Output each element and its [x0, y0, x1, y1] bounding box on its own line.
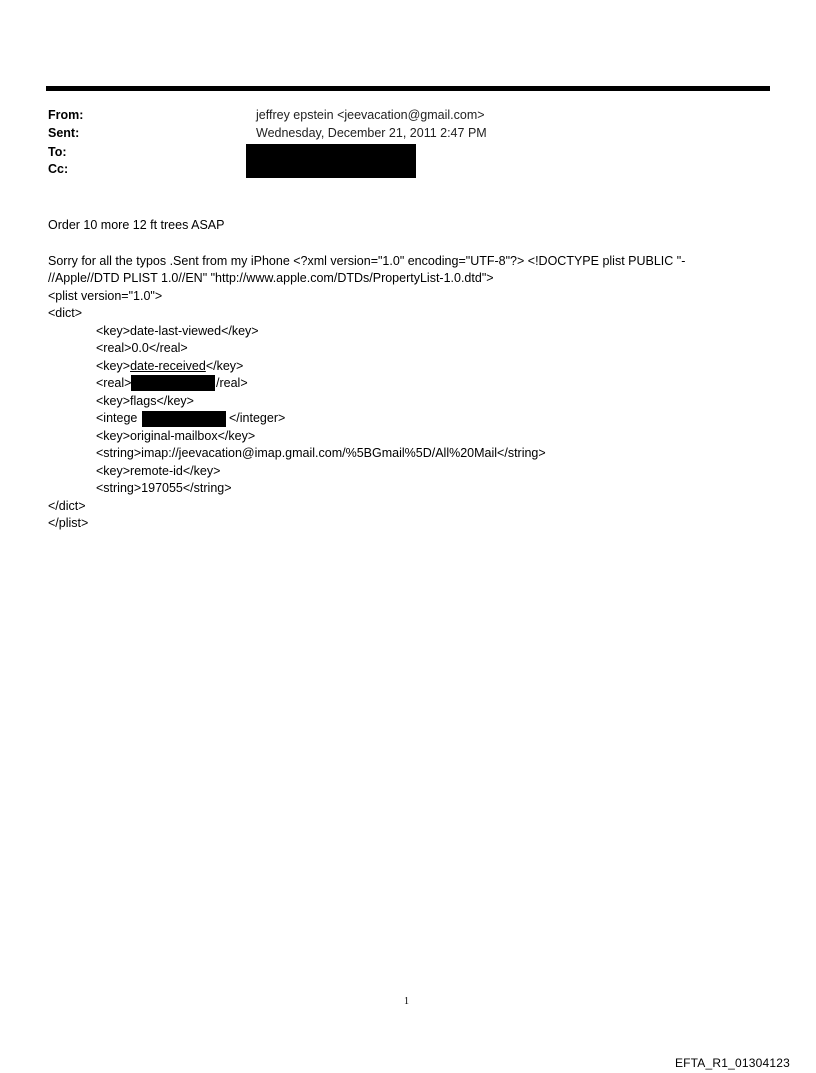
key-remote-id: <key>remote-id</key>: [96, 464, 221, 478]
real-redacted-suffix: /real>: [216, 376, 248, 390]
key-date-received-word: date-received: [130, 359, 206, 373]
key-date-received: [96, 358, 243, 375]
document-id: EFTA_R1_01304123: [674, 1056, 790, 1070]
from-value: jeffrey epstein <jeevacation@gmail.com>: [256, 108, 485, 122]
key-original-mailbox: <key>original-mailbox</key>: [96, 429, 256, 443]
key-date-last-viewed: <key>date-last-viewed</key>: [96, 324, 259, 338]
plist-close: </plist>: [48, 516, 89, 530]
integer-value-redaction: [142, 411, 226, 427]
sent-value: Wednesday, December 21, 2011 2:47 PM: [256, 126, 487, 140]
dict-close: </dict>: [48, 499, 86, 513]
recipients-redaction: [246, 144, 416, 178]
real-zero: <real>0.0</real>: [96, 341, 188, 355]
integer-prefix: <intege: [96, 411, 138, 425]
order-line: Order 10 more 12 ft trees ASAP: [48, 218, 225, 232]
integer-suffix: </integer>: [229, 411, 286, 425]
string-imap: <string>imap://jeevacation@imap.gmail.com/%5BGmail%5D/All%20Mail</string>: [96, 446, 546, 460]
top-rule: [46, 86, 770, 91]
key-date-received-suffix: </key>: [205, 359, 244, 373]
string-remote-id: <string>197055</string>: [96, 481, 232, 495]
dict-open: <dict>: [48, 306, 83, 320]
key-flags: <key>flags</key>: [96, 394, 194, 408]
page-number: 1: [404, 996, 409, 1007]
real-value-redaction: [131, 375, 215, 391]
sent-label: Sent:: [48, 126, 80, 140]
sorry-line-1: Sorry for all the typos .Sent from my iPhone <?xml version="1.0" encoding="UTF-8"?> <!DOCTYPE plist PUBLIC "-: [48, 254, 686, 268]
key-date-received-prefix: <key>: [96, 359, 131, 373]
cc-label: Cc:: [48, 162, 69, 176]
real-redacted-prefix: <real>: [96, 376, 132, 390]
to-label: To:: [48, 145, 67, 159]
plist-open: <plist version="1.0">: [48, 289, 163, 303]
sorry-line-2: //Apple//DTD PLIST 1.0//EN" "http://www.apple.com/DTDs/PropertyList-1.0.dtd">: [48, 271, 494, 285]
from-label: From:: [48, 108, 84, 122]
